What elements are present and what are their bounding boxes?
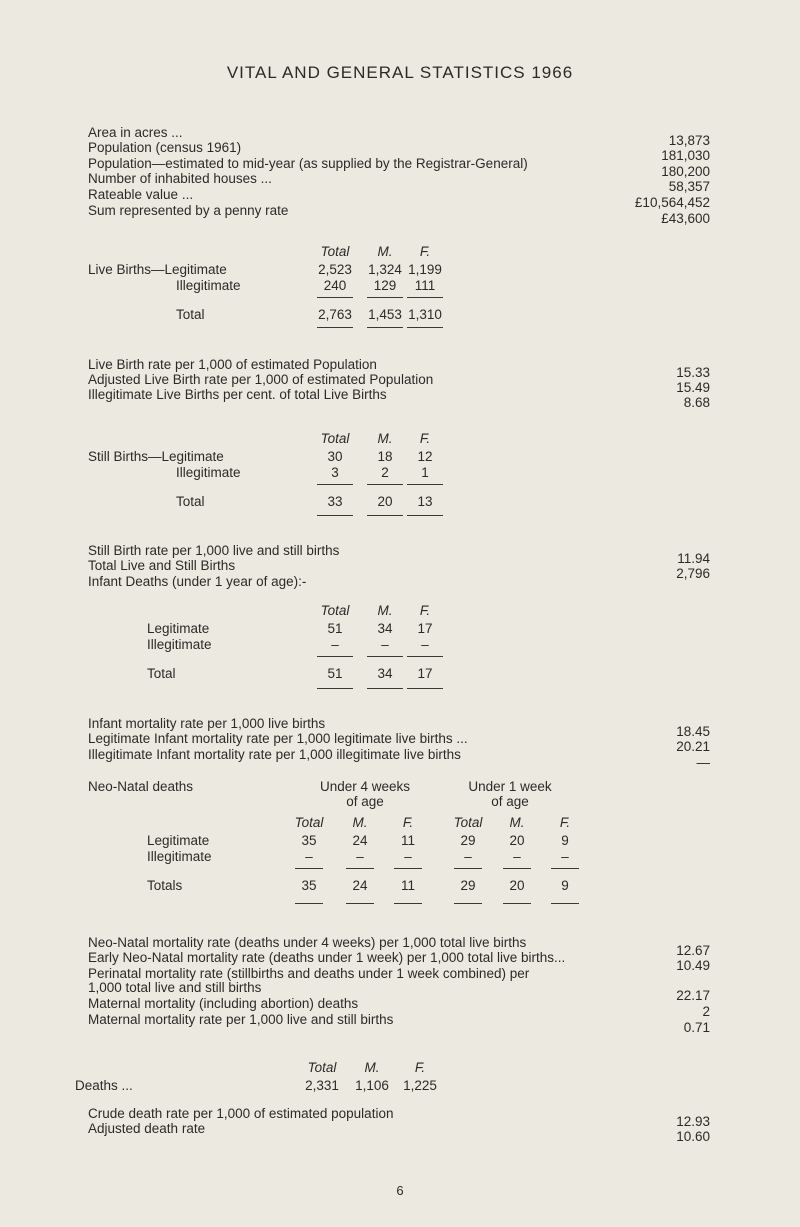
table-rule bbox=[367, 688, 403, 689]
stat-label: Perinatal mortality rate (stillbirths and deaths under 1 week combined) per bbox=[88, 966, 530, 981]
cell-f: 17 bbox=[417, 666, 433, 681]
table-rule bbox=[295, 903, 323, 904]
cell-m1: 24 bbox=[352, 878, 368, 893]
stat-value: 20.21 bbox=[676, 739, 710, 754]
table-rule bbox=[367, 515, 403, 516]
cell-f1: 11 bbox=[400, 833, 415, 848]
table-rule bbox=[317, 327, 353, 328]
stat-row bbox=[88, 187, 710, 210]
cell-m1: 24 bbox=[352, 833, 368, 848]
column-header-m: M. bbox=[377, 431, 393, 446]
stat-row bbox=[88, 203, 710, 226]
cell-f: – bbox=[421, 637, 429, 652]
stat-label: Area in acres ... bbox=[88, 125, 183, 140]
cell-f: 1,225 bbox=[403, 1078, 437, 1093]
stat-label: Maternal mortality rate per 1,000 live and still births bbox=[88, 1012, 394, 1027]
cell-total: 30 bbox=[327, 449, 343, 464]
stat-row bbox=[88, 140, 710, 163]
table-rule bbox=[394, 868, 422, 869]
stat-value: 22.17 bbox=[676, 988, 710, 1003]
group-header-1-week: Under 1 week bbox=[468, 779, 552, 794]
cell-f: 111 bbox=[414, 278, 436, 293]
row-label: Total bbox=[176, 494, 205, 509]
table-rule bbox=[317, 297, 353, 298]
table-rule bbox=[367, 656, 403, 657]
row-label: Total bbox=[147, 666, 176, 681]
stat-label: Adjusted Live Birth rate per 1,000 of estimated Population bbox=[88, 372, 434, 387]
column-header-total: Total bbox=[320, 244, 350, 259]
row-label: Totals bbox=[147, 878, 183, 893]
stat-value: 8.68 bbox=[683, 395, 710, 410]
cell-f2: 9 bbox=[561, 878, 569, 893]
stat-value: 10.49 bbox=[676, 958, 710, 973]
table-rule bbox=[407, 656, 443, 657]
stat-label: Population—estimated to mid-year (as supplied by the Registrar-General) bbox=[88, 156, 528, 171]
stat-label: Crude death rate per 1,000 of estimated population bbox=[88, 1106, 394, 1121]
stat-label: Neo-Natal mortality rate (deaths under 4 weeks) per 1,000 total live births bbox=[88, 935, 527, 950]
cell-m: 34 bbox=[377, 666, 393, 681]
stat-value: 10.60 bbox=[676, 1129, 710, 1144]
stat-value: 12.93 bbox=[676, 1114, 710, 1129]
cell-f1: 11 bbox=[400, 878, 415, 893]
table-rule bbox=[367, 297, 403, 298]
stat-row bbox=[88, 980, 710, 1003]
column-header-m: M. bbox=[509, 815, 525, 830]
cell-f: 1,310 bbox=[408, 307, 442, 322]
column-header-m: M. bbox=[377, 244, 393, 259]
stat-label: Number of inhabited houses ... bbox=[88, 171, 272, 186]
stat-row bbox=[88, 996, 710, 1019]
stat-label: Rateable value ... bbox=[88, 187, 194, 202]
deaths-label: Deaths ... bbox=[75, 1078, 133, 1093]
stat-row bbox=[88, 171, 710, 194]
cell-f: 1 bbox=[421, 465, 429, 480]
stat-row bbox=[88, 1012, 710, 1035]
row-label: Still Births—Legitimate bbox=[88, 449, 224, 464]
cell-m2: 20 bbox=[509, 833, 525, 848]
cell-t1: – bbox=[305, 849, 313, 864]
table-rule bbox=[407, 297, 443, 298]
cell-m: 129 bbox=[373, 278, 397, 293]
stat-label: Legitimate Infant mortality rate per 1,000 legitimate live births ... bbox=[88, 731, 468, 746]
row-label: Illegitimate bbox=[176, 465, 241, 480]
table-rule bbox=[407, 484, 443, 485]
table-rule bbox=[295, 868, 323, 869]
cell-total: 240 bbox=[323, 278, 347, 293]
stat-label: 1,000 total live and still births bbox=[88, 980, 262, 995]
table-rule bbox=[346, 868, 374, 869]
cell-f1: – bbox=[404, 849, 412, 864]
cell-f: 13 bbox=[417, 494, 433, 509]
stat-row bbox=[88, 950, 710, 973]
cell-t2: 29 bbox=[460, 878, 476, 893]
cell-m: 34 bbox=[377, 621, 393, 636]
stat-value: 2 bbox=[702, 1004, 710, 1019]
cell-total: 51 bbox=[327, 621, 343, 636]
stat-label: Illegitimate Live Births per cent. of total Live Births bbox=[88, 387, 387, 402]
stat-row bbox=[88, 731, 710, 754]
stat-value: 181,030 bbox=[661, 148, 710, 163]
cell-f2: – bbox=[561, 849, 569, 864]
table-rule bbox=[454, 903, 482, 904]
table-rule bbox=[503, 868, 531, 869]
stat-value: 15.49 bbox=[676, 380, 710, 395]
cell-m: 2 bbox=[381, 465, 389, 480]
column-header-total: Total bbox=[453, 815, 483, 830]
stat-value: 18.45 bbox=[676, 724, 710, 739]
cell-total: 2,331 bbox=[305, 1078, 339, 1093]
stat-row bbox=[88, 1121, 710, 1144]
stat-label: Population (census 1961) bbox=[88, 140, 242, 155]
cell-total: 33 bbox=[327, 494, 343, 509]
stat-value: £10,564,452 bbox=[634, 195, 710, 210]
page-title: VITAL AND GENERAL STATISTICS 1966 bbox=[226, 63, 574, 82]
table-rule bbox=[317, 656, 353, 657]
stat-value: 15.33 bbox=[676, 365, 710, 380]
cell-m: 18 bbox=[377, 449, 393, 464]
group-header-4-weeks: Under 4 weeks bbox=[319, 779, 411, 794]
page-number: 6 bbox=[396, 1183, 404, 1198]
cell-m: 1,453 bbox=[368, 307, 402, 322]
table-rule bbox=[317, 484, 353, 485]
table-rule bbox=[407, 515, 443, 516]
stat-label: Sum represented by a penny rate bbox=[88, 203, 289, 218]
row-label: Illegitimate bbox=[176, 278, 241, 293]
neo-natal-heading: Neo-Natal deaths bbox=[88, 779, 194, 794]
cell-m2: 20 bbox=[509, 878, 525, 893]
table-rule bbox=[551, 903, 579, 904]
stat-label: Total Live and Still Births bbox=[88, 558, 236, 573]
stat-value: 2,796 bbox=[676, 566, 710, 581]
cell-m: 1,324 bbox=[368, 262, 402, 277]
group-header-1-week-sub: of age bbox=[491, 794, 529, 809]
stat-value: 13,873 bbox=[668, 133, 710, 148]
cell-m: – bbox=[381, 637, 389, 652]
cell-total: 2,523 bbox=[318, 262, 352, 277]
stat-value: 11.94 bbox=[677, 551, 710, 566]
cell-total: – bbox=[331, 637, 339, 652]
stat-row bbox=[88, 558, 710, 581]
column-header-total: Total bbox=[320, 603, 350, 618]
row-label: Total bbox=[176, 307, 205, 322]
stat-row bbox=[88, 387, 710, 410]
column-header-m: M. bbox=[352, 815, 368, 830]
cell-t2: 29 bbox=[460, 833, 476, 848]
stat-row bbox=[88, 747, 710, 770]
column-header-total: Total bbox=[307, 1060, 337, 1075]
cell-t2: – bbox=[464, 849, 472, 864]
stat-value: 180,200 bbox=[661, 164, 710, 179]
table-rule bbox=[317, 688, 353, 689]
column-header-f: F. bbox=[419, 603, 431, 618]
cell-m1: – bbox=[356, 849, 364, 864]
column-header-m: M. bbox=[377, 603, 393, 618]
cell-t1: 35 bbox=[301, 833, 317, 848]
cell-m2: – bbox=[513, 849, 521, 864]
stat-label: Illegitimate Infant mortality rate per 1,000 illegitimate live births bbox=[88, 747, 461, 762]
table-rule bbox=[407, 688, 443, 689]
table-rule bbox=[503, 903, 531, 904]
table-rule bbox=[317, 515, 353, 516]
stat-label: Adjusted death rate bbox=[88, 1121, 206, 1136]
column-header-f: F. bbox=[402, 815, 414, 830]
cell-total: 3 bbox=[331, 465, 339, 480]
column-header-m: M. bbox=[364, 1060, 380, 1075]
table-rule bbox=[367, 327, 403, 328]
stat-label: Infant mortality rate per 1,000 live births bbox=[88, 716, 326, 731]
row-label: Illegitimate bbox=[147, 637, 212, 652]
row-label: Legitimate bbox=[147, 621, 210, 636]
column-header-total: Total bbox=[294, 815, 324, 830]
table-rule bbox=[454, 868, 482, 869]
cell-total: 2,763 bbox=[318, 307, 352, 322]
stat-value: 12.67 bbox=[676, 943, 710, 958]
row-label: Illegitimate bbox=[147, 849, 212, 864]
stat-value: 58,357 bbox=[668, 179, 710, 194]
group-header-4-weeks-sub: of age bbox=[346, 794, 384, 809]
stat-label: Live Birth rate per 1,000 of estimated Population bbox=[88, 357, 377, 372]
cell-m: 20 bbox=[377, 494, 393, 509]
cell-total: 51 bbox=[327, 666, 343, 681]
stat-label: Infant Deaths (under 1 year of age):- bbox=[88, 574, 307, 589]
cell-f: 1,199 bbox=[408, 262, 442, 277]
column-header-f: F. bbox=[559, 815, 571, 830]
stat-value: £43,600 bbox=[661, 211, 710, 226]
column-header-total: Total bbox=[320, 431, 350, 446]
stat-label: Still Birth rate per 1,000 live and still births bbox=[88, 543, 340, 558]
cell-m: 1,106 bbox=[355, 1078, 389, 1093]
cell-f2: 9 bbox=[561, 833, 569, 848]
cell-f: 12 bbox=[417, 449, 433, 464]
row-label: Live Births—Legitimate bbox=[88, 262, 227, 277]
stat-value: 0.71 bbox=[683, 1020, 710, 1035]
cell-f: 17 bbox=[417, 621, 433, 636]
stat-label: Maternal mortality (including abortion) deaths bbox=[88, 996, 359, 1011]
stat-value: — bbox=[696, 755, 710, 770]
table-rule bbox=[367, 484, 403, 485]
row-label: Legitimate bbox=[147, 833, 210, 848]
stat-row bbox=[88, 574, 710, 590]
column-header-f: F. bbox=[414, 1060, 426, 1075]
table-rule bbox=[394, 903, 422, 904]
stat-label: Early Neo-Natal mortality rate (deaths under 1 week) per 1,000 total live births... bbox=[88, 950, 566, 965]
column-header-f: F. bbox=[419, 244, 431, 259]
table-rule bbox=[346, 903, 374, 904]
cell-t1: 35 bbox=[301, 878, 317, 893]
table-rule bbox=[551, 868, 579, 869]
column-header-f: F. bbox=[419, 431, 431, 446]
table-rule bbox=[407, 327, 443, 328]
